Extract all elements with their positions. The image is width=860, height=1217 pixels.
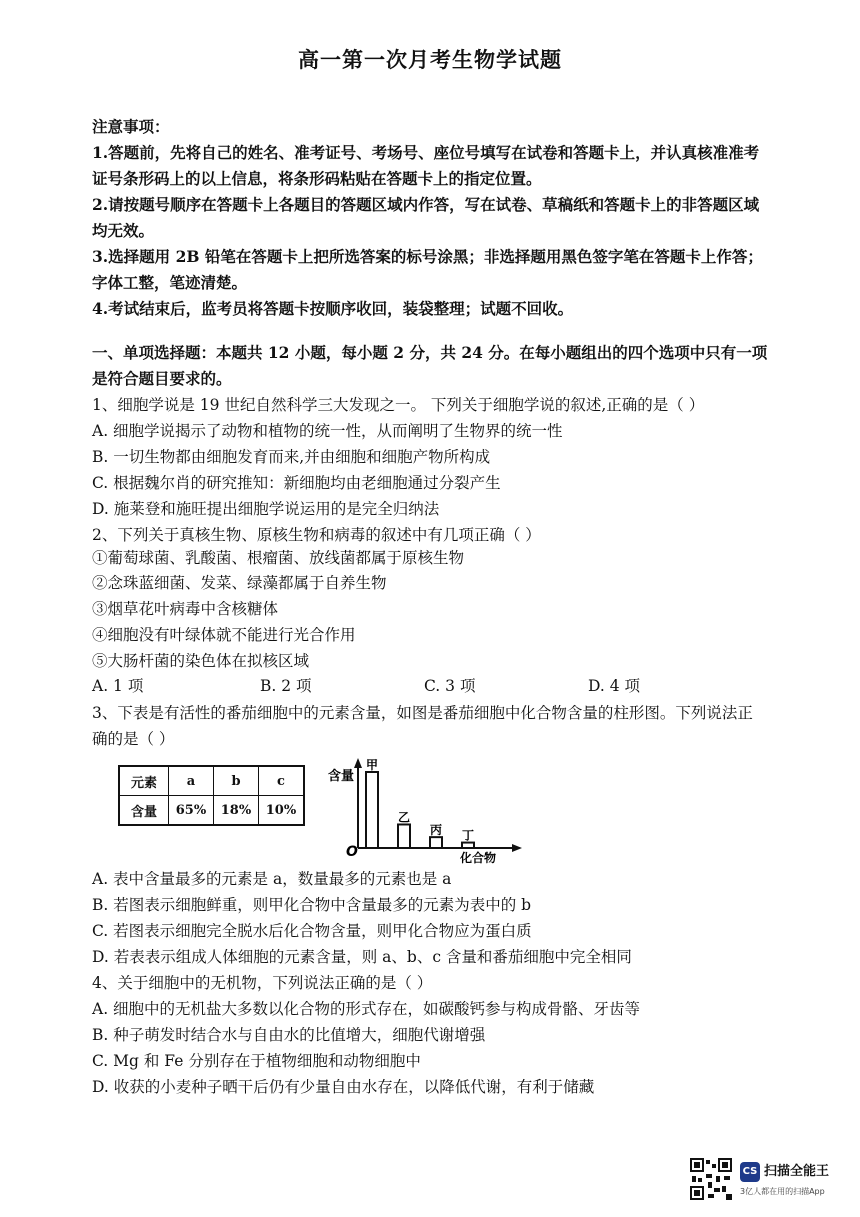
table-header-cell: b <box>214 766 259 796</box>
q3-option-c: C. 若图表示细胞完全脱水后化合物含量，则甲化合物应为蛋白质 <box>92 922 532 940</box>
q1-option-a: A. 细胞学说揭示了动物和植物的统一性，从而阐明了生物界的统一性 <box>92 422 563 440</box>
q2-stem: 2、下列关于真核生物、原核生物和病毒的叙述中有几项正确（ ） <box>92 526 541 544</box>
q1-option-d: D. 施莱登和施旺提出细胞学说运用的是完全归纳法 <box>92 500 440 518</box>
table-cell: 10% <box>259 796 305 826</box>
q2-options <box>92 673 812 699</box>
app-name: 扫描全能王 <box>764 1164 830 1179</box>
section-line: 是符合题目要求的。 <box>92 369 232 388</box>
camscanner-logo-icon: CS <box>740 1162 760 1182</box>
bar-label: 丁 <box>461 828 475 843</box>
bar-丙 <box>430 837 442 848</box>
q4-option-c: C. Mg 和 Fe 分别存在于植物细胞和动物细胞中 <box>92 1052 421 1070</box>
notes-line: 4.考试结束后，监考员将答题卡按顺序收回，装袋整理；试题不回收。 <box>92 299 574 318</box>
bar-甲 <box>366 772 378 848</box>
table-header-cell: 元素 <box>119 766 169 796</box>
notes-line: 均无效。 <box>92 221 155 240</box>
q1-stem: 1、细胞学说是 19 世纪自然科学三大发现之一。 下列关于细胞学说的叙述,正确的是（ ） <box>92 396 705 414</box>
q2-option-d: D. 4 项 <box>588 677 641 695</box>
q2-item: ②念珠蓝细菌、发菜、绿藻都属于自养生物 <box>92 574 387 592</box>
section-header <box>92 340 812 392</box>
q1-option-c: C. 根据魏尔肖的研究推知：新细胞均由老细胞通过分裂产生 <box>92 474 501 492</box>
notes-line: 证号条形码上的以上信息，将条形码粘贴在答题卡上的指定位置。 <box>92 169 542 188</box>
q2-item: ⑤大肠杆菌的染色体在拟核区域 <box>92 652 310 670</box>
bar-label: 乙 <box>397 810 411 825</box>
y-axis-label: 含量 <box>328 769 355 784</box>
table-cell: 18% <box>214 796 259 826</box>
q3-option-b: B. 若图表示细胞鲜重，则甲化合物中含量最多的元素为表中的 b <box>92 896 532 914</box>
notes-line: 字体工整，笔迹清楚。 <box>92 273 248 292</box>
app-tagline: 3亿人都在用的扫描App <box>740 1187 825 1196</box>
element-content-table <box>118 765 305 826</box>
bar-丁 <box>462 843 474 848</box>
q4-stem: 4、关于细胞中的无机物，下列说法正确的是（ ） <box>92 974 433 992</box>
notes-heading: 注意事项： <box>92 117 170 136</box>
scanner-watermark <box>690 1158 850 1208</box>
q2-option-a: A. 1 项 <box>92 677 144 695</box>
notes-line: 1.答题前，先将自己的姓名、准考证号、考场号、座位号填写在试卷和答题卡上，并认真核准准考 <box>92 143 760 162</box>
notes-line: 3.选择题用 2B 铅笔在答题卡上把所选答案的标号涂黑；非选择题用黑色签字笔在答题卡上作答； <box>92 247 763 266</box>
q3-stem: 3、下表是有活性的番茄细胞中的元素含量，如图是番茄细胞中化合物含量的柱形图。下列说法正 <box>92 704 753 722</box>
bar-label: 丙 <box>429 823 443 838</box>
qr-code-icon <box>690 1158 732 1200</box>
x-axis-arrow <box>512 844 522 852</box>
x-axis-label: 化合物 <box>460 851 497 864</box>
q2-item: ③烟草花叶病毒中含核糖体 <box>92 600 279 618</box>
table-cell: 65% <box>169 796 214 826</box>
q3-option-a: A. 表中含量最多的元素是 a，数量最多的元素也是 a <box>92 870 452 888</box>
q1-option-b: B. 一切生物都由细胞发育而来,并由细胞和细胞产物所构成 <box>92 448 491 466</box>
compound-bar-chart <box>318 752 528 864</box>
q3-option-d: D. 若表表示组成人体细胞的元素含量，则 a、b、c 含量和番茄细胞中完全相同 <box>92 948 632 966</box>
q2-option-c: C. 3 项 <box>424 677 476 695</box>
q2-option-b: B. 2 项 <box>260 677 312 695</box>
section-line: 一、单项选择题：本题共 12 小题，每小题 2 分，共 24 分。在每小题组出的四个选项中只有一项 <box>92 343 768 362</box>
bar-乙 <box>398 824 410 848</box>
table-cell: 含量 <box>119 796 169 826</box>
q2-item: ①葡萄球菌、乳酸菌、根瘤菌、放线菌都属于原核生物 <box>92 549 465 567</box>
q2-item: ④细胞没有叶绿体就不能进行光合作用 <box>92 626 356 644</box>
table-header-cell: a <box>169 766 214 796</box>
page-title: 高一第一次月考生物学试题 <box>298 48 562 72</box>
notes-block <box>92 114 812 322</box>
q4-option-a: A. 细胞中的无机盐大多数以化合物的形式存在，如碳酸钙参与构成骨骼、牙齿等 <box>92 1000 641 1018</box>
table-header-cell: c <box>259 766 305 796</box>
y-axis-arrow <box>354 758 362 768</box>
origin-label: O <box>346 844 358 860</box>
q4-option-d: D. 收获的小麦种子晒干后仍有少量自由水存在，以降低代谢，有利于储藏 <box>92 1078 595 1096</box>
notes-line: 2.请按题号顺序在答题卡上各题目的答题区域内作答，写在试卷、草稿纸和答题卡上的非答题区域 <box>92 195 760 214</box>
q3-stem: 确的是（ ） <box>92 730 175 748</box>
q4-option-b: B. 种子萌发时结合水与自由水的比值增大，细胞代谢增强 <box>92 1026 486 1044</box>
bar-label: 甲 <box>365 758 379 772</box>
